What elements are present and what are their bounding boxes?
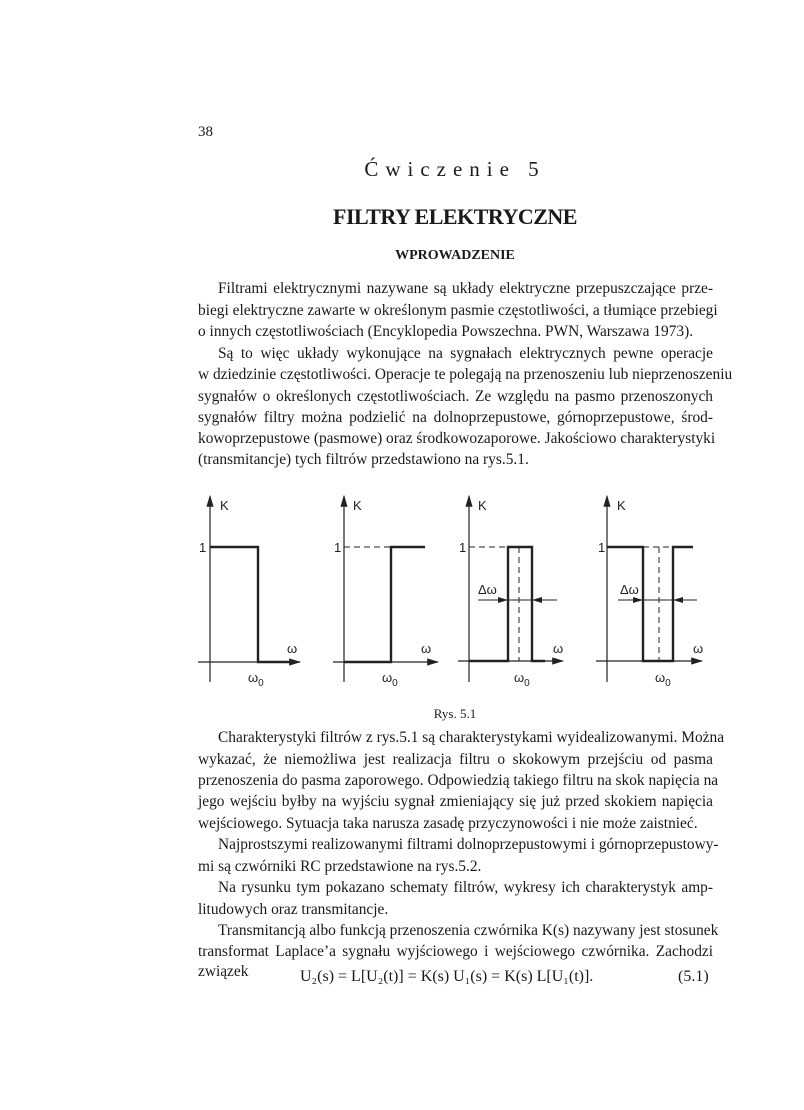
text-line: Na rysunku tym pokazano schematy filtrów, wykresy ich charakterystyk amp-: [218, 879, 713, 896]
section-title: WPROWADZENIE: [395, 248, 515, 263]
text-line: Najprostszymi realizowanymi filtrami dolnoprzepustowymi i górnoprzepustowy-: [218, 836, 719, 853]
figure-caption: Rys. 5.1: [433, 706, 477, 721]
text-line: sygnałów filtry można podzielić na dolnoprzepustowe, górnoprzepustowe, środ-: [198, 409, 713, 426]
center-freq-label: $\omega_0$: [382, 670, 398, 689]
level-label: 1: [459, 540, 467, 555]
axis-label-k: K: [353, 498, 362, 513]
text-line: litudowych oraz transmitancje.: [198, 901, 389, 918]
text-line: sygnałów o określonych częstotliwościach. Ze względu na pasmo przenoszonych: [198, 388, 713, 405]
filter-characteristics-figure: [0, 470, 804, 700]
text-line: przenoszenia do pasma zaporowego. Odpowiedzią takiego filtru na skok napięcia na: [198, 772, 719, 789]
highpass-plot: [333, 496, 438, 689]
bandwidth-label: Δω: [478, 582, 497, 597]
axis-label-omega: ω: [693, 641, 704, 656]
text-line: transformat Laplace’a sygnału wyjściowego i wejściowego czwórnika. Zachodzi: [198, 943, 713, 960]
axis-label-k: K: [478, 498, 487, 513]
center-freq-label: $\omega_0$: [248, 670, 264, 689]
text-line: Charakterystyki filtrów z rys.5.1 są charakterystykami wyidealizowanymi. Można: [218, 729, 725, 746]
text-line: wejściowego. Sytuacja taka narusza zasadę przyczynowości i nie może zaistnieć.: [198, 815, 698, 832]
bandpass-plot: [458, 496, 563, 689]
text-line: (transmitancje) tych filtrów przedstawiono na rys.5.1.: [198, 451, 529, 468]
text-line: związek: [198, 963, 249, 980]
axis-label-omega: ω: [287, 641, 298, 656]
text-line: Filtrami elektrycznymi nazywane są układy elektryczne przepuszczające prze-: [218, 280, 713, 297]
text-line: jego wejściu byłby na wyjściu sygnał zmieniający się już przed skokiem napięcia: [198, 793, 713, 810]
lowpass-plot: [198, 496, 300, 689]
level-label: 1: [598, 540, 606, 555]
level-label: 1: [199, 540, 207, 555]
equation-number: (5.1): [678, 968, 709, 985]
text-line: o innych częstotliwościach (Encyklopedia Powszechna. PWN, Warszawa 1973).: [198, 323, 694, 340]
center-freq-label: $\omega_0$: [514, 670, 530, 689]
center-freq-label: $\omega_0$: [655, 670, 671, 689]
axis-label-omega: ω: [553, 641, 564, 656]
text-line: Transmitancją albo funkcją przenoszenia czwórnika K(s) nazywany jest stosunek: [218, 922, 719, 939]
exercise-heading: Ćwiczenie 5: [364, 157, 546, 181]
axis-label-k: K: [617, 498, 626, 513]
text-line: mi są czwórniki RC przedstawione na rys.5.2.: [198, 858, 482, 875]
bandstop-plot: [596, 496, 703, 689]
page-number: 38: [198, 124, 213, 140]
chapter-title: FILTRY ELEKTRYCZNE: [333, 204, 577, 229]
level-label: 1: [334, 540, 342, 555]
text-line: w dziedzinie częstotliwości. Operacje te polegają na przenoszeniu lub nieprzenoszeniu: [198, 366, 733, 383]
axis-label-omega: ω: [421, 641, 432, 656]
equation: U₂(s) = L[U₂(t)] = K(s) U₁(s) = K(s) L[U₁(t)].: [300, 968, 594, 985]
text-line: Są to więc układy wykonujące na sygnałach elektrycznych pewne operacje: [218, 345, 713, 362]
text-line: biegi elektryczne zawarte w określonym pasmie częstotliwości, a tłumiące przebiegi: [198, 302, 718, 319]
bandwidth-label: Δω: [620, 582, 639, 597]
axis-label-k: K: [220, 498, 229, 513]
text-line: wykazać, że niemożliwa jest realizacja filtru o skokowym przejściu od pasma: [198, 751, 713, 768]
text-line: kowoprzepustowe (pasmowe) oraz środkowozaporowe. Jakościowo charakterystyki: [198, 430, 716, 447]
